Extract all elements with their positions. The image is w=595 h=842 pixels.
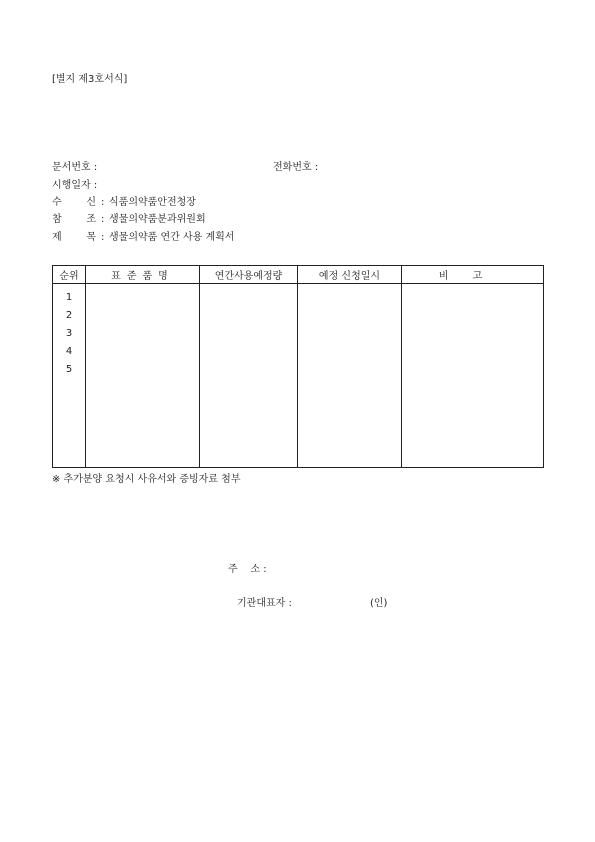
subject-colon: : — [101, 232, 105, 243]
table-header-row — [53, 266, 544, 284]
rank-number: 4 — [65, 346, 73, 357]
reference-value: 생물의약품분과위원회 — [109, 214, 206, 225]
col-header-rank: 순위 — [53, 266, 86, 284]
col-header-annual-usage: 연간사용예정량 — [200, 266, 298, 284]
recipient-label-a: 수 — [52, 197, 62, 208]
table-row — [53, 284, 544, 468]
phone-label: 전화번호 : — [273, 162, 319, 173]
address-label: 주 소 : — [228, 564, 267, 575]
rank-cell — [53, 284, 86, 468]
rank-number: 3 — [65, 328, 73, 339]
col-header-request-date: 예정 신청일시 — [298, 266, 402, 284]
reference-label-b: 조 — [86, 214, 96, 225]
annual-usage-cell[interactable] — [200, 284, 298, 468]
subject-label-b: 목 — [86, 232, 96, 243]
reference-colon: : — [101, 214, 105, 225]
subject-value: 생물의약품 연간 사용 계획서 — [109, 232, 235, 243]
recipient-label — [52, 197, 96, 209]
reference-label — [52, 214, 96, 226]
attachment-note: ※ 추가분양 요청시 사유서와 증빙자료 첨부 — [52, 474, 241, 485]
request-date-cell[interactable] — [298, 284, 402, 468]
date-label: 시행일자 : — [52, 180, 98, 191]
reference-label-a: 참 — [52, 214, 62, 225]
recipient-colon: : — [101, 197, 105, 208]
remarks-cell[interactable] — [402, 284, 544, 468]
doc-number-label: 문서번호 : — [52, 162, 98, 173]
recipient-value: 식품의약품안전청장 — [109, 197, 196, 208]
form-title: [별지 제3호서식] — [52, 74, 128, 85]
usage-plan-table — [52, 265, 544, 468]
seal-mark: (인) — [370, 598, 388, 609]
recipient-label-b: 신 — [86, 197, 96, 208]
col-header-remarks: 비고 — [402, 266, 544, 284]
subject-label — [52, 232, 96, 244]
rank-number: 2 — [65, 310, 73, 321]
representative-label: 기관대표자 : — [237, 598, 292, 609]
standard-name-cell[interactable] — [86, 284, 200, 468]
subject-label-a: 제 — [52, 232, 62, 243]
rank-number: 1 — [65, 292, 73, 303]
col-header-standard-name: 표준품명 — [86, 266, 200, 284]
rank-number: 5 — [65, 364, 73, 375]
